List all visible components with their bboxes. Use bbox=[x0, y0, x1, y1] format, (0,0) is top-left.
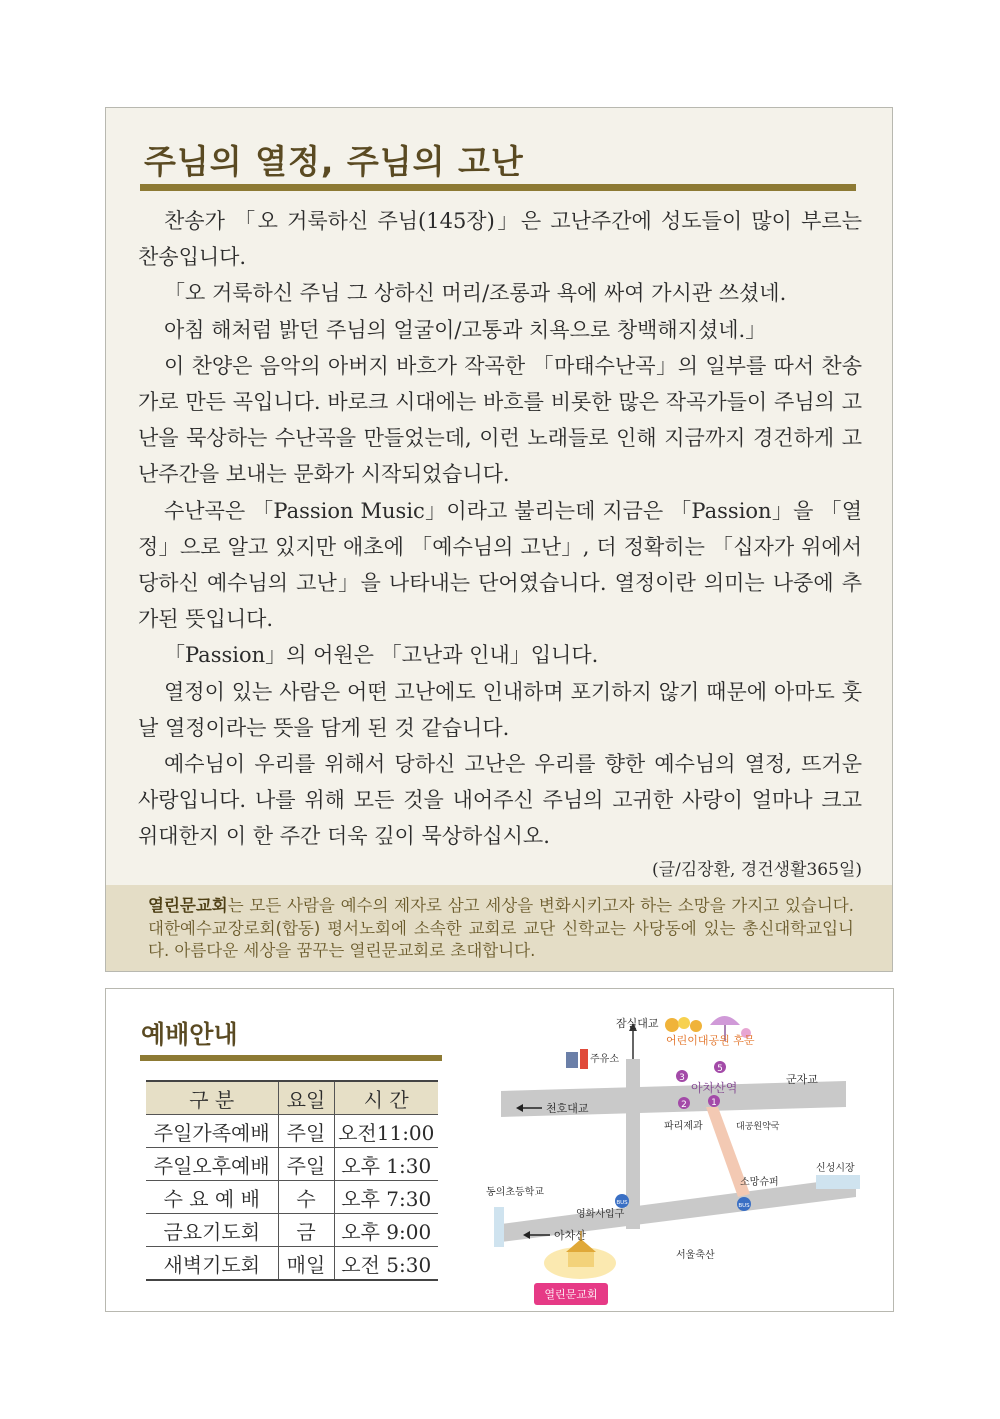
table-row bbox=[146, 1148, 438, 1181]
title-divider bbox=[140, 184, 856, 191]
header-day: 요일 bbox=[278, 1081, 334, 1115]
service-name: 주일오후예배 bbox=[146, 1148, 278, 1181]
hymn-lyric-line: 아침 해처럼 밝던 주님의 얼굴이/고통과 치욕으로 창백해지셨네.」 bbox=[164, 317, 767, 342]
table-header-row bbox=[146, 1081, 438, 1115]
service-name: 금요기도회 bbox=[146, 1214, 278, 1247]
map-label: 영화사입구 bbox=[576, 1209, 625, 1220]
service-day: 매일 bbox=[278, 1247, 334, 1281]
service-name: 새벽기도회 bbox=[146, 1247, 278, 1281]
service-time: 오후 1:30 bbox=[334, 1148, 438, 1181]
table-row bbox=[146, 1181, 438, 1214]
article-paragraph: 열정이 있는 사람은 어떤 고난에도 인내하며 포기하지 않기 때문에 아마도 훗날 열정이라는 뜻을 담게 된 것 같습니다. bbox=[138, 679, 862, 740]
bus-stop-label: BUS bbox=[616, 1200, 628, 1206]
church-description: 는 모든 사람을 예수의 제자로 삼고 세상을 변화시키고자 하는 소망을 가지고 있습니다. 대한예수교장로회(합동) 평서노회에 소속한 교회로 교단 신학교는 사당동에 있는 총신대학교입니다. 아름다운 세상을 꿈꾸는 열린문교회로 초대합니다. bbox=[148, 896, 854, 960]
service-day: 금 bbox=[278, 1214, 334, 1247]
map-label: 동의초등학교 bbox=[486, 1187, 544, 1198]
map-label: 천호대교 bbox=[546, 1102, 589, 1115]
worship-title: 예배안내 bbox=[141, 1020, 238, 1049]
map-label: 소망슈퍼 bbox=[740, 1177, 779, 1188]
article-body bbox=[138, 203, 862, 883]
exit-number: 5 bbox=[717, 1064, 723, 1074]
article-paragraph: 이 찬양은 음악의 아버지 바흐가 작곡한 「마태수난곡」의 일부를 따서 찬송가로 만든 곡입니다. 바로크 시대에는 바흐를 비롯한 많은 작곡가들이 주님의 고난을 묵상하는 수난곡을 만들었는데, 이런 노래들로 인해 지금까지 경건하게 고난주간을 보내는 문화가 시작되었습니다. bbox=[138, 353, 862, 487]
map-label: 신성시장 bbox=[816, 1163, 855, 1174]
header-category: 구 분 bbox=[146, 1081, 278, 1115]
exit-number: 1 bbox=[711, 1098, 717, 1108]
article-paragraph: 찬송가 「오 거룩하신 주님(145장)」은 고난주간에 성도들이 많이 부르는 찬송입니다. bbox=[138, 209, 862, 270]
bus-stop-label: BUS bbox=[738, 1203, 750, 1209]
service-day: 주일 bbox=[278, 1148, 334, 1181]
hymn-lyric-line: 「오 거룩하신 주님 그 상하신 머리/조롱과 욕에 싸여 가시관 쓰셨네. bbox=[164, 281, 787, 306]
worship-schedule-table bbox=[146, 1080, 438, 1281]
worship-divider bbox=[140, 1055, 442, 1061]
service-time: 오후 9:00 bbox=[334, 1214, 438, 1247]
map-label: 어린이대공원 후문 bbox=[666, 1034, 755, 1047]
article-paragraph: 「Passion」의 어원은 「고난과 인내」입니다. bbox=[164, 643, 599, 668]
worship-box bbox=[105, 988, 894, 1312]
exit-number: 3 bbox=[679, 1073, 685, 1083]
map-label: 군자교 bbox=[786, 1073, 818, 1086]
article-paragraph: 수난곡은 「Passion Music」이라고 불리는데 지금은 「Passion」을 「열정」으로 알고 있지만 애초에 「예수님의 고난」, 더 정확히는 「십자가 위에서 당하신 예수님의 고난」을 나타내는 단어였습니다. 열정이란 의미는 나중에 추가된 뜻입니다. bbox=[138, 498, 862, 632]
article-title: 주님의 열정, 주님의 고난 bbox=[144, 142, 524, 181]
article-box bbox=[105, 107, 893, 972]
table-row bbox=[146, 1115, 438, 1148]
service-time: 오전 5:30 bbox=[334, 1247, 438, 1281]
service-name: 주일가족예배 bbox=[146, 1115, 278, 1148]
gas-station-icon bbox=[566, 1049, 588, 1069]
service-time: 오후 7:30 bbox=[334, 1181, 438, 1214]
service-day: 수 bbox=[278, 1181, 334, 1214]
table-row bbox=[146, 1214, 438, 1247]
service-time: 오전11:00 bbox=[334, 1115, 438, 1148]
article-paragraph: 예수님이 우리를 위해서 당하신 고난은 우리를 향한 예수님의 열정, 뜨거운 사랑입니다. 나를 위해 모든 것을 내어주신 주님의 고귀한 사랑이 얼마나 크고 위대한지 이 한 주간 더욱 깊이 묵상하십시오. bbox=[138, 752, 862, 849]
header-time: 시 간 bbox=[334, 1081, 438, 1115]
map-label: 대공원약국 bbox=[736, 1122, 780, 1132]
map-label: 파리제과 bbox=[664, 1121, 703, 1132]
school-building bbox=[494, 1207, 504, 1247]
exit-number: 2 bbox=[681, 1100, 687, 1110]
map-label: 아차산역 bbox=[691, 1081, 738, 1095]
church-name: 열린문교회 bbox=[148, 896, 228, 915]
church-map-label: 열린문교회 bbox=[544, 1288, 598, 1301]
service-name: 수 요 예 배 bbox=[146, 1181, 278, 1214]
map-label: 잠실대교 bbox=[616, 1017, 659, 1030]
church-introduction bbox=[106, 885, 892, 971]
article-byline: (글/김장환, 경건생활365일) bbox=[651, 859, 862, 880]
market-building bbox=[816, 1175, 860, 1189]
map-label: 아차산 bbox=[554, 1229, 586, 1242]
table-row bbox=[146, 1247, 438, 1281]
map-label: 주유소 bbox=[590, 1054, 619, 1065]
map-label: 서울축산 bbox=[676, 1250, 715, 1261]
service-day: 주일 bbox=[278, 1115, 334, 1148]
location-map bbox=[486, 999, 878, 1304]
